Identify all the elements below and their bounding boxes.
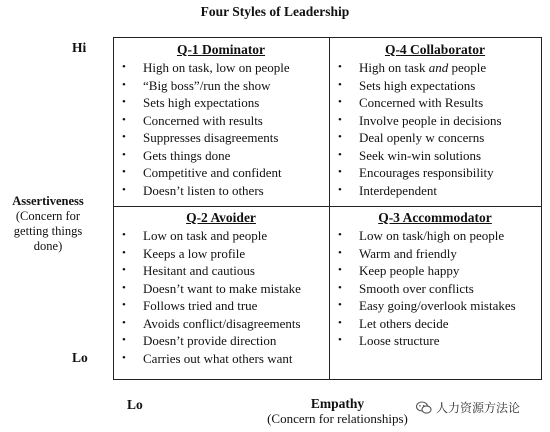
list-item bbox=[330, 77, 540, 95]
list-item-text: Interdependent bbox=[359, 182, 437, 198]
x-axis-title bbox=[230, 396, 445, 426]
bullet-icon: • bbox=[122, 113, 126, 126]
list-item bbox=[114, 245, 328, 263]
quadrant-list bbox=[114, 59, 328, 199]
bullet-icon: • bbox=[122, 166, 126, 178]
list-item bbox=[330, 262, 540, 280]
bullet-icon: • bbox=[122, 229, 126, 241]
list-item bbox=[114, 280, 328, 298]
bullet-icon: • bbox=[338, 183, 342, 196]
list-item bbox=[330, 280, 540, 298]
bullet-icon: • bbox=[338, 299, 342, 311]
bullet-icon: • bbox=[122, 78, 126, 91]
list-item bbox=[330, 182, 540, 200]
x-axis-lo-label: Lo bbox=[127, 397, 143, 412]
x-axis-name: Empathy bbox=[310, 396, 365, 411]
list-item bbox=[330, 297, 540, 315]
list-item-text: Follows tried and true bbox=[143, 298, 258, 313]
quadrant-title: Q-1 Dominator bbox=[176, 42, 266, 57]
list-item-text: Doesn’t provide direction bbox=[143, 333, 277, 348]
quadrant-collaborator bbox=[330, 41, 540, 199]
list-item bbox=[330, 112, 540, 130]
y-axis-description-line: done) bbox=[33, 239, 63, 253]
list-item-text: Deal openly w concerns bbox=[359, 130, 485, 145]
bullet-icon: • bbox=[338, 113, 342, 126]
quadrant-avoider bbox=[114, 209, 328, 367]
bullet-icon: • bbox=[122, 334, 126, 346]
list-item bbox=[330, 94, 540, 112]
list-item bbox=[114, 94, 328, 112]
list-item-text: Doesn’t listen to others bbox=[143, 182, 264, 198]
list-item-text: Gets things done bbox=[143, 147, 231, 163]
bullet-icon: • bbox=[338, 246, 342, 259]
bullet-icon: • bbox=[338, 96, 342, 108]
y-axis-title bbox=[2, 194, 94, 254]
bullet-icon: • bbox=[338, 316, 342, 329]
list-item-text: Concerned with results bbox=[143, 112, 263, 128]
list-item-text: Doesn’t want to make mistake bbox=[143, 280, 301, 296]
list-item bbox=[114, 332, 328, 350]
list-item-text: Seek win-win solutions bbox=[359, 147, 482, 163]
list-item-text: Low on task/high on people bbox=[359, 228, 505, 243]
list-item bbox=[114, 59, 328, 77]
bullet-icon: • bbox=[338, 281, 342, 294]
bullet-icon: • bbox=[122, 316, 126, 329]
list-item-text: “Big boss”/run the show bbox=[143, 77, 271, 93]
bullet-icon: • bbox=[338, 166, 342, 178]
list-item-text: Keep people happy bbox=[359, 263, 460, 278]
list-item bbox=[114, 147, 328, 165]
list-item-text: Encourages responsibility bbox=[359, 165, 494, 180]
list-item-text: Warm and friendly bbox=[359, 245, 457, 261]
list-item bbox=[330, 332, 540, 350]
y-axis-description-line: getting things bbox=[13, 224, 83, 238]
list-item-text: Involve people in decisions bbox=[359, 112, 502, 128]
bullet-icon: • bbox=[122, 61, 126, 73]
list-item-text: Loose structure bbox=[359, 333, 440, 348]
quadrant-list bbox=[114, 227, 328, 367]
bullet-icon: • bbox=[338, 78, 342, 91]
quadrant-title: Q-3 Accommodator bbox=[378, 210, 492, 225]
y-axis-name: Assertiveness bbox=[12, 194, 84, 208]
bullet-icon: • bbox=[122, 246, 126, 259]
bullet-icon: • bbox=[122, 299, 126, 311]
bullet-icon: • bbox=[122, 264, 126, 276]
watermark bbox=[416, 399, 520, 416]
watermark-text: 人力资源方法论 bbox=[436, 401, 521, 415]
list-item-text: Carries out what others want bbox=[143, 350, 293, 366]
wechat-icon bbox=[416, 401, 432, 415]
list-item bbox=[114, 315, 328, 333]
list-item-text: Concerned with Results bbox=[359, 95, 484, 110]
list-item-text: High on task and people bbox=[359, 60, 487, 75]
list-item-text: Sets high expectations bbox=[359, 77, 476, 93]
list-item bbox=[114, 129, 328, 147]
quadrant-list bbox=[330, 59, 540, 199]
list-item-text: Avoids conflict/disagreements bbox=[143, 315, 301, 331]
list-item bbox=[330, 59, 540, 77]
bullet-icon: • bbox=[338, 131, 342, 143]
list-item bbox=[330, 147, 540, 165]
quadrant-title: Q-2 Avoider bbox=[186, 210, 256, 225]
bullet-icon: • bbox=[338, 148, 342, 161]
y-axis-hi-label: Hi bbox=[72, 40, 87, 55]
bullet-icon: • bbox=[122, 351, 126, 364]
list-item-text: Sets high expectations bbox=[143, 95, 260, 110]
list-item bbox=[114, 164, 328, 182]
quadrant-accommodator bbox=[330, 209, 540, 350]
quadrant-title: Q-4 Collaborator bbox=[384, 42, 486, 57]
list-item bbox=[330, 245, 540, 263]
list-item-text: Easy going/overlook mistakes bbox=[359, 298, 516, 313]
list-item bbox=[330, 129, 540, 147]
list-item-text: Competitive and confident bbox=[143, 165, 282, 180]
list-item bbox=[114, 112, 328, 130]
quadrant-dominator bbox=[114, 41, 328, 199]
list-item bbox=[114, 350, 328, 368]
bullet-icon: • bbox=[338, 264, 342, 276]
list-item bbox=[330, 315, 540, 333]
list-item-text: Hesitant and cautious bbox=[143, 263, 255, 278]
list-item bbox=[114, 262, 328, 280]
page-title: Four Styles of Leadership bbox=[200, 4, 350, 19]
bullet-icon: • bbox=[122, 96, 126, 108]
list-item bbox=[114, 297, 328, 315]
list-item-text: High on task, low on people bbox=[143, 60, 290, 75]
bullet-icon: • bbox=[122, 148, 126, 161]
bullet-icon: • bbox=[338, 61, 342, 73]
y-axis-description-line: (Concern for bbox=[15, 209, 81, 223]
list-item-text: Low on task and people bbox=[143, 228, 268, 243]
bullet-icon: • bbox=[338, 334, 342, 346]
quadrant-list bbox=[330, 227, 540, 350]
bullet-icon: • bbox=[122, 131, 126, 143]
bullet-icon: • bbox=[122, 183, 126, 196]
bullet-icon: • bbox=[122, 281, 126, 294]
list-item-text: Let others decide bbox=[359, 315, 449, 331]
list-item-text: Suppresses disagreements bbox=[143, 130, 279, 145]
list-item bbox=[114, 182, 328, 200]
horizontal-divider bbox=[114, 206, 541, 207]
list-item-text: Smooth over conflicts bbox=[359, 280, 474, 296]
list-item bbox=[330, 227, 540, 245]
list-item bbox=[330, 164, 540, 182]
list-item bbox=[114, 77, 328, 95]
list-item-text: Keeps a low profile bbox=[143, 245, 246, 261]
bullet-icon: • bbox=[338, 229, 342, 241]
x-axis-description: (Concern for relationships) bbox=[267, 411, 408, 426]
y-axis-lo-label: Lo bbox=[72, 350, 88, 365]
list-item bbox=[114, 227, 328, 245]
